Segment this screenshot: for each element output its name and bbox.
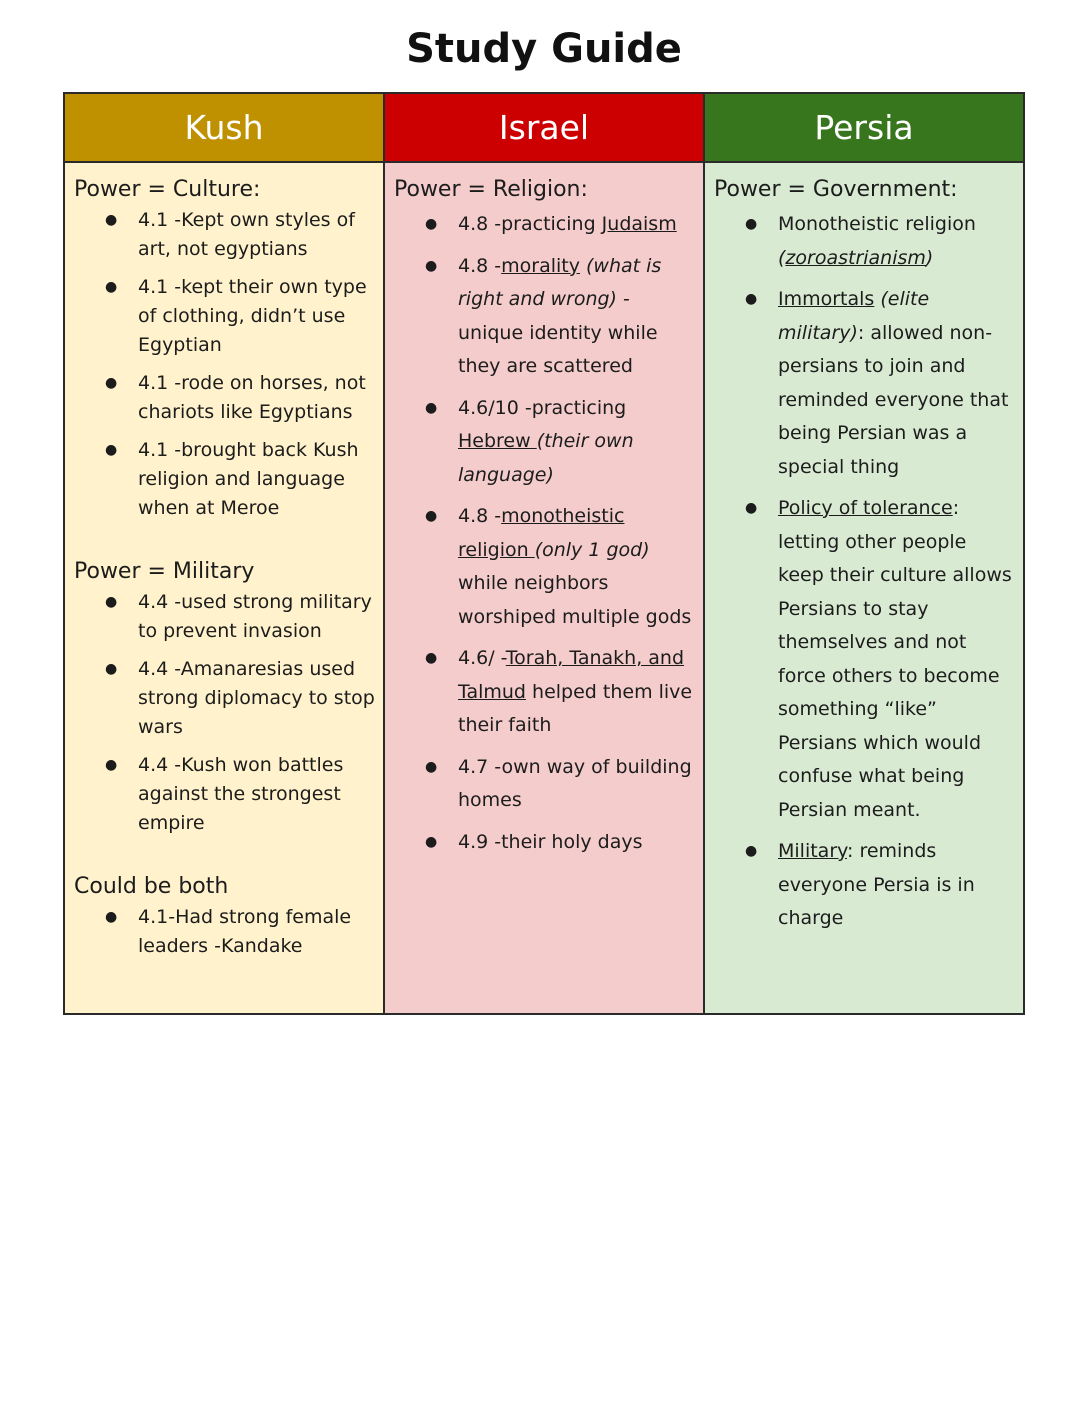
item-text: 4.7 -own way of building homes	[458, 755, 692, 811]
item-text: helped them live their faith	[458, 680, 693, 736]
underlined-term: Torah, Tanakh, and Talmud	[458, 647, 685, 703]
section-title: Power = Religion:	[394, 177, 588, 202]
underlined-term: Policy of tolerance	[778, 497, 953, 519]
section-title: Power = Culture:	[74, 177, 261, 202]
list-item	[714, 208, 1015, 275]
list-item: ● 4.1 -rode on horses, not chariots like Egyptians	[74, 369, 375, 427]
list-item	[394, 751, 695, 818]
list-item	[714, 492, 1015, 827]
list-item	[714, 283, 1015, 484]
kush-header: Kush	[64, 93, 384, 162]
underlined-term: morality	[501, 254, 580, 277]
kush-section-military	[74, 557, 375, 838]
list-item	[394, 642, 695, 743]
list-item: ● 4.4 -Kush won battles against the strongest empire	[74, 751, 375, 838]
persia-header: Persia	[704, 93, 1024, 162]
list-item	[394, 826, 695, 860]
israel-column	[384, 162, 704, 1014]
section-title: Power = Military	[74, 559, 255, 584]
bullet-list	[74, 903, 375, 961]
item-text: : allowed non-persians to join and reminded everyone that being Persian was a special thing	[778, 321, 1009, 478]
item-text: Monotheistic religion	[778, 213, 976, 235]
underlined-term: zoroastrianism	[785, 246, 926, 269]
underlined-term: Military	[778, 840, 847, 862]
content-row	[64, 162, 1024, 1014]
item-text: 4.8 -	[458, 254, 502, 277]
bullet-list	[714, 208, 1015, 936]
underlined-term: Judaism	[601, 213, 677, 235]
item-text: 4.8 -	[458, 505, 502, 527]
kush-section-both	[74, 872, 375, 961]
item-text: 4.9 -their holy days	[458, 830, 643, 853]
israel-header: Israel	[384, 93, 704, 162]
list-item: ● 4.1 -brought back Kush religion and language when at Meroe	[74, 436, 375, 523]
italic-paren: (	[778, 246, 786, 269]
underlined-term: Immortals	[778, 288, 875, 310]
list-item	[394, 392, 695, 493]
bullet-list	[74, 588, 375, 838]
underlined-term: monotheistic religion	[458, 505, 625, 561]
list-item: ● 4.4 -Amanaresias used strong diplomacy to stop wars	[74, 655, 375, 742]
item-text: 4.6/10 -practicing	[458, 396, 627, 419]
italic-note: (elite military)	[778, 288, 930, 344]
item-text: 4.8 -practicing	[458, 213, 602, 235]
bullet-list	[394, 208, 695, 859]
kush-column	[64, 162, 384, 1014]
item-text: while neighbors worshiped multiple gods	[458, 572, 692, 628]
item-text: - unique identity while they are scattered	[458, 288, 658, 377]
item-text: 4.6/ -	[458, 647, 506, 669]
underlined-term: Hebrew	[458, 430, 537, 452]
bullet-list	[74, 206, 375, 523]
italic-paren: )	[925, 246, 934, 269]
list-item	[394, 250, 695, 384]
item-text: : letting other people keep their culture allows Persians to stay themselves and not force others to become something “like” Persians which would confuse what being Persian meant.	[778, 497, 1012, 821]
list-item: ● 4.1 -Kept own styles of art, not egyptians	[74, 206, 375, 264]
item-text: : reminds everyone Persia is in charge	[778, 840, 975, 929]
list-item	[394, 500, 695, 634]
list-item	[394, 208, 695, 242]
italic-note: (their own language)	[458, 430, 634, 486]
section-title: Power = Government:	[714, 177, 958, 202]
list-item: ● 4.1-Had strong female leaders -Kandake	[74, 903, 375, 961]
study-guide-table	[63, 92, 1025, 1015]
section-title: Could be both	[74, 874, 229, 899]
persia-column	[704, 162, 1024, 1014]
list-item: ● 4.4 -used strong military to prevent invasion	[74, 588, 375, 646]
kush-section-culture	[74, 175, 375, 523]
italic-note: (what is right and wrong)	[458, 254, 662, 310]
header-row	[64, 93, 1024, 162]
page-title: Study Guide	[406, 26, 682, 72]
list-item: ● 4.1 -kept their own type of clothing, didn’t use Egyptian	[74, 273, 375, 360]
italic-note: (only 1 god)	[534, 538, 650, 561]
list-item	[714, 835, 1015, 936]
